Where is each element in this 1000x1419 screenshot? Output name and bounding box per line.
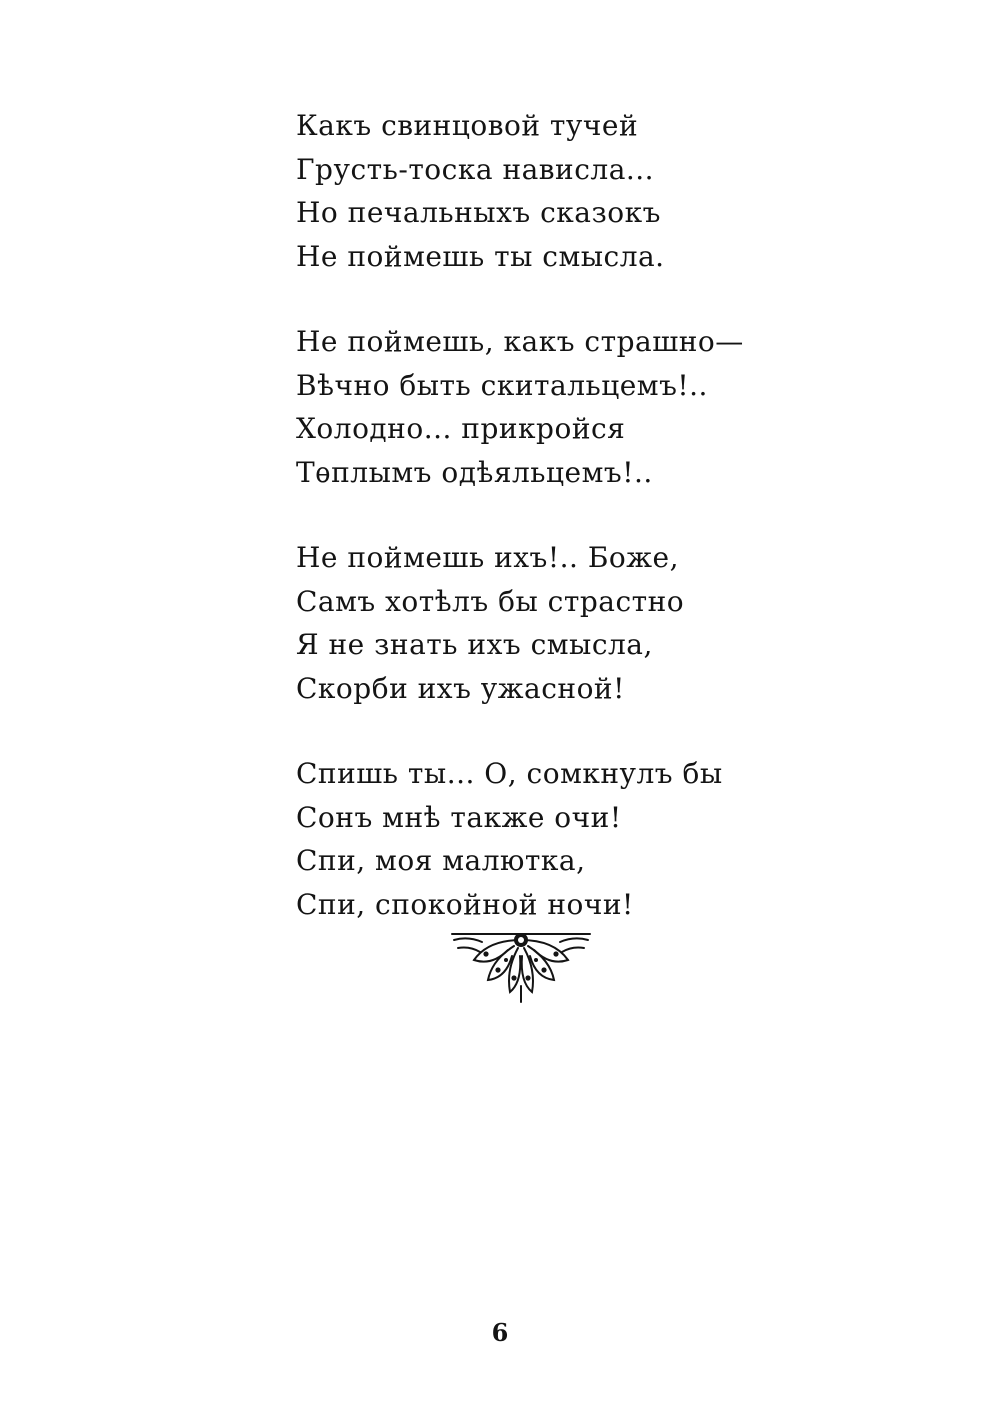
poem-line: Не поймешь ты смысла. bbox=[296, 239, 665, 273]
poem-line: Скорби ихъ ужасной! bbox=[296, 671, 625, 705]
poem-line: Спишь ты... О, сомкнулъ бы bbox=[296, 757, 723, 790]
poem-line: Вѣчно быть скитальцемъ!.. bbox=[296, 368, 708, 402]
poem-line: Я не знать ихъ смысла, bbox=[296, 628, 653, 661]
stanza-3 bbox=[296, 536, 856, 710]
floral-ornament-icon bbox=[448, 926, 594, 1006]
page-number: 6 bbox=[491, 1318, 509, 1347]
poem-line: Грусть-тоска нависла... bbox=[296, 152, 655, 186]
poem bbox=[296, 104, 856, 968]
poem-line: Холодно... прикройся bbox=[296, 412, 626, 445]
stanza-2 bbox=[296, 320, 856, 494]
stanza-4 bbox=[296, 752, 856, 926]
poem-line: Спи, спокойной ночи! bbox=[296, 887, 634, 921]
poem-line: Самъ хотѣлъ бы страстно bbox=[296, 584, 685, 618]
poem-line: Но печальныхъ сказокъ bbox=[296, 196, 661, 229]
poem-line: Тѳплымъ одѣяльцемъ!.. bbox=[296, 455, 653, 489]
poem-line: Спи, моя малютка, bbox=[296, 844, 586, 877]
poem-line: Не поймешь ихъ!.. Боже, bbox=[296, 541, 679, 574]
poem-line: Какъ свинцовой тучей bbox=[296, 109, 639, 142]
stanza-1 bbox=[296, 104, 856, 278]
poem-line: Не поймешь, какъ страшно— bbox=[296, 325, 744, 358]
poem-line: Сонъ мнѣ также очи! bbox=[296, 800, 622, 834]
